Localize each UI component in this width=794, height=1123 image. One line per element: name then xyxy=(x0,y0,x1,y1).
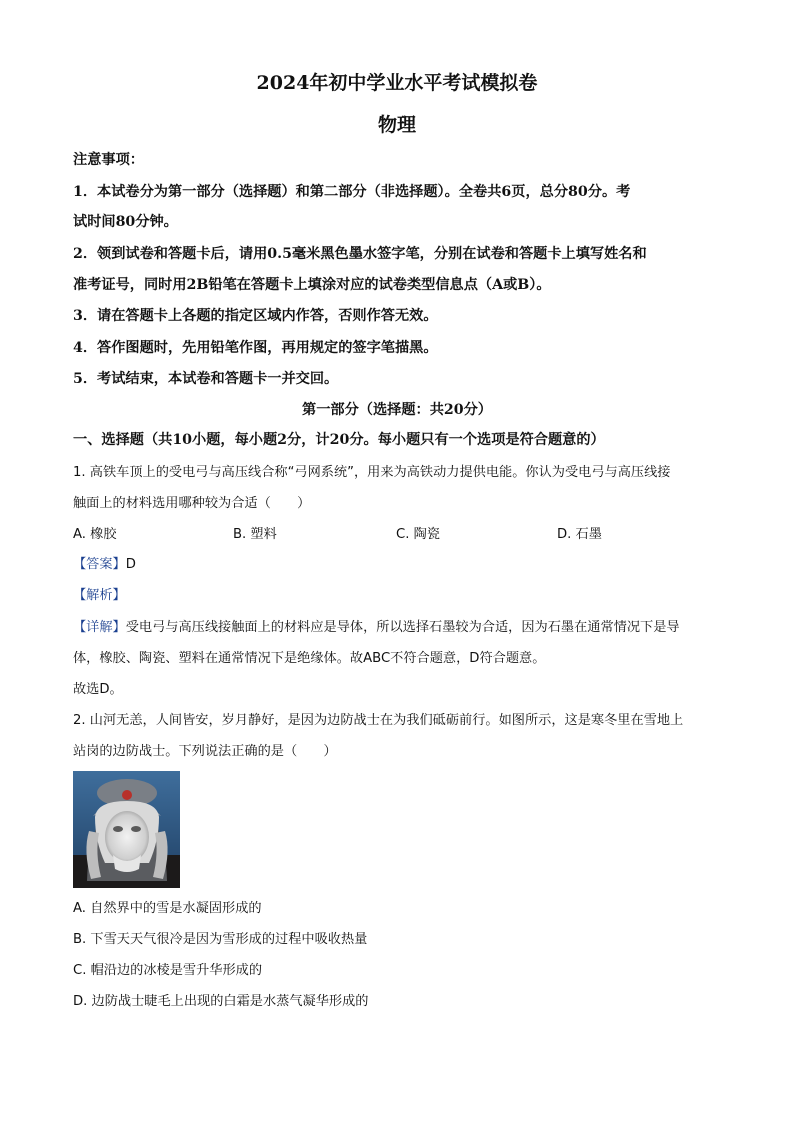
q1-detail-cont: 体，橡胶、陶瓷、塑料在通常情况下是绝缘体。故ABC不符合题意，D符合题意。 xyxy=(73,651,546,666)
question-1-stem: 1. 高铁车顶上的受电弓与高压线合称“弓网系统”，用来为高铁动力提供电能。你认为受电弓与高压线接 xyxy=(73,465,671,480)
answer-tag: 【答案】 xyxy=(73,557,126,572)
subject-title: 物理 xyxy=(377,114,416,136)
analysis-tag: 【解析】 xyxy=(73,588,126,603)
notice-item: 4．答作图题时，先用铅笔作图，再用规定的签字笔描黑。 xyxy=(73,340,438,356)
notice-item: 2．领到试卷和答题卡后，请用0.5毫米黑色墨水签字笔，分别在试卷和答题卡上填写姓名和 xyxy=(73,246,647,262)
q2-option-a: A. 自然界中的雪是水凝固形成的 xyxy=(73,901,262,916)
soldier-photo xyxy=(73,771,180,888)
section-heading: 一、选择题（共10小题，每小题2分，计20分。每小题只有一个选项是符合题意的） xyxy=(73,432,605,448)
detail-text: 受电弓与高压线接触面上的材料应是导体，所以选择石墨较为合适，因为石墨在通常情况下是导 xyxy=(125,620,680,635)
notice-heading: 注意事项： xyxy=(73,152,144,168)
q1-answer xyxy=(73,556,136,574)
question-1-stem: 触面上的材料选用哪种较为合适（ ） xyxy=(73,496,311,511)
q1-conclusion: 故选D。 xyxy=(73,682,123,697)
q1-option-c: C. 陶瓷 xyxy=(396,527,440,542)
notice-item: 3．请在答题卡上各题的指定区域内作答，否则作答无效。 xyxy=(73,308,438,324)
q1-option-d: D. 石墨 xyxy=(557,527,602,542)
notice-item: 准考证号，同时用2B铅笔在答题卡上填涂对应的试卷类型信息点（A或B）。 xyxy=(73,277,551,293)
q1-option-a: A. 橡胶 xyxy=(73,527,117,542)
q2-option-c: C. 帽沿边的冰棱是雪升华形成的 xyxy=(73,963,263,978)
q1-option-b: B. 塑料 xyxy=(233,527,277,542)
question-2-stem: 站岗的边防战士。下列说法正确的是（ ） xyxy=(73,744,337,759)
q2-option-d: D. 边防战士睫毛上出现的白霜是水蒸气凝华形成的 xyxy=(73,994,369,1009)
exam-title: 2024年初中学业水平考试模拟卷 xyxy=(256,72,538,94)
question-2-stem: 2. 山河无恙，人间皆安，岁月静好，是因为边防战士在为我们砥砺前行。如图所示，这是寒冬里在雪地上 xyxy=(73,713,684,728)
answer-value: D xyxy=(125,557,136,572)
detail-tag: 【详解】 xyxy=(73,620,126,635)
notice-item: 1．本试卷分为第一部分（选择题）和第二部分（非选择题）。全卷共6页，总分80分。考 xyxy=(73,184,631,200)
notice-item: 5．考试结束，本试卷和答题卡一并交回。 xyxy=(73,371,339,387)
q1-analysis xyxy=(73,587,126,605)
part-title: 第一部分（选择题：共20分） xyxy=(302,402,492,418)
q1-detail xyxy=(73,619,680,637)
q2-option-b: B. 下雪天天气很冷是因为雪形成的过程中吸收热量 xyxy=(73,932,368,947)
notice-item: 试时间80分钟。 xyxy=(73,214,178,230)
